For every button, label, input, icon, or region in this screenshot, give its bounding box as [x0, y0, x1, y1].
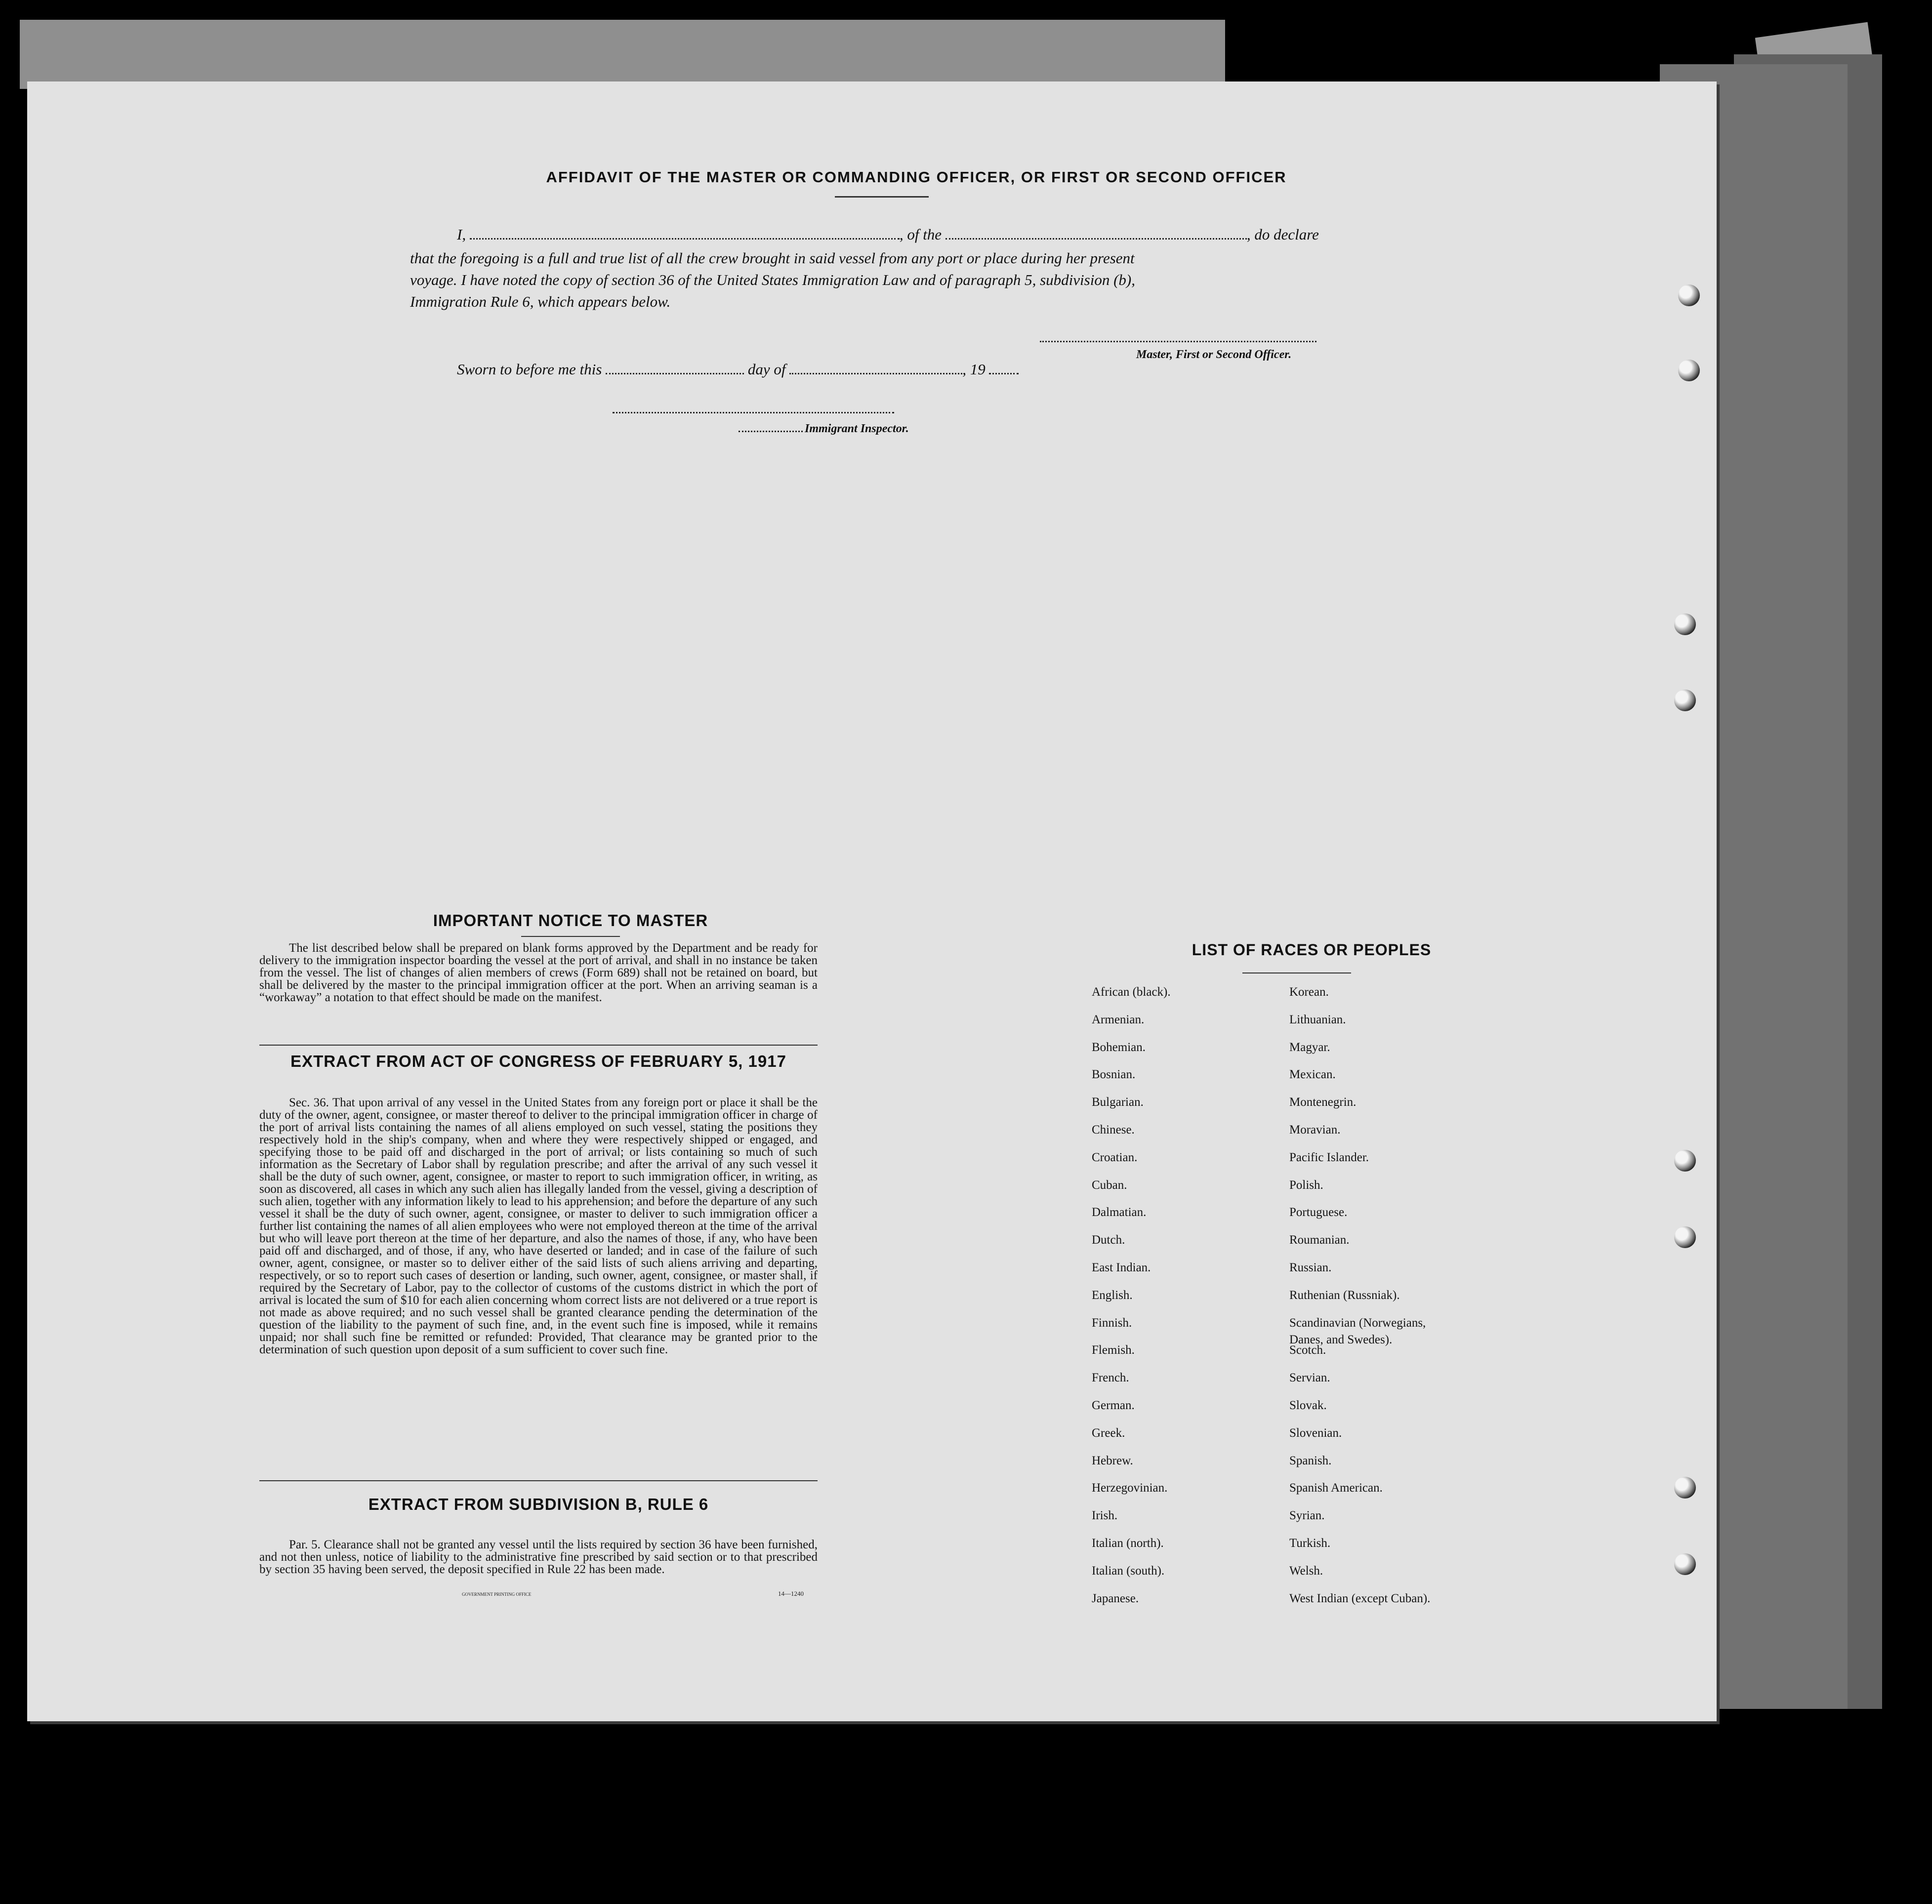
- sworn-label: Sworn to before me this: [457, 361, 602, 378]
- race-item: Italian (south).: [1092, 1564, 1165, 1578]
- sworn-month-blank[interactable]: [789, 373, 962, 374]
- race-item: Turkish.: [1289, 1537, 1331, 1550]
- race-item: Ruthenian (Russniak).: [1289, 1288, 1400, 1302]
- race-item: Italian (north).: [1092, 1537, 1164, 1550]
- race-item: Welsh.: [1289, 1564, 1323, 1578]
- affidavit-title: AFFIDAVIT OF THE MASTER OR COMMANDING OFFICER, OR FIRST OR SECOND OFFICER: [546, 168, 1287, 186]
- underlying-sheet-top: [20, 20, 1225, 89]
- race-item: Spanish.: [1289, 1454, 1332, 1467]
- race-item: Armenian.: [1092, 1013, 1145, 1026]
- i-label: I,: [457, 226, 466, 243]
- notice-separator: [259, 1045, 818, 1046]
- race-item: Flemish.: [1092, 1343, 1135, 1357]
- rule-extract-title: EXTRACT FROM SUBDIVISION B, RULE 6: [368, 1495, 709, 1513]
- inspector-caption-row: [739, 422, 909, 436]
- affidavit-line1: [457, 226, 1319, 243]
- punch-hole: [1674, 613, 1696, 635]
- race-item: Greek.: [1092, 1426, 1125, 1440]
- affidavit-line4: Immigration Rule 6, which appears below.: [410, 293, 671, 310]
- race-item: Scandinavian (Norwegians,: [1289, 1316, 1426, 1330]
- notice-rule: [521, 936, 620, 937]
- inspector-signature-line[interactable]: [613, 412, 894, 413]
- race-item: Russian.: [1289, 1261, 1332, 1274]
- sworn-line: [457, 361, 1019, 378]
- race-item: Pacific Islander.: [1289, 1150, 1369, 1164]
- inspector-lead-dots: [739, 431, 803, 432]
- sworn-year-blank[interactable]: [989, 373, 1019, 374]
- notice-title: IMPORTANT NOTICE TO MASTER: [433, 911, 708, 930]
- printer-imprint: GOVERNMENT PRINTING OFFICE: [462, 1592, 532, 1597]
- race-item: Servian.: [1289, 1371, 1330, 1385]
- punch-hole: [1678, 360, 1700, 381]
- of-the-label: , of the: [899, 226, 942, 243]
- race-item: Hebrew.: [1092, 1454, 1133, 1467]
- race-item: Chinese.: [1092, 1123, 1135, 1136]
- affidavit-line3: voyage. I have noted the copy of section 36 of the United States Immigration Law and of paragraph 5, subdivision (b),: [410, 271, 1135, 288]
- race-item: Portuguese.: [1289, 1206, 1348, 1219]
- race-item: Slovenian.: [1289, 1426, 1342, 1440]
- act-extract-text: Sec. 36. That upon arrival of any vessel in the United States from any foreign port or place it shall be the duty of the owner, agent, consignee, or master thereof to deliver to the principal immigration officer in charge of the port of arrival lists containing the names of all aliens employed on such vessel, stating the positions they respectively hold in the ship's company, when and where they were respectively shipped or engaged, and specifying those to be paid off and discharged in the port of arrival; or lists containing so much of such information as the Secretary of Labor shall by regulation prescribe; and after the arrival of any such vessel it shall be the duty of such owner, agent, consignee, or master to report to such immigration officer, in writing, as soon as discovered, all cases in which any such alien has illegally landed from the vessel, giving a description of such alien, together with any information likely to lead to his apprehension; and before the departure of any such vessel it shall be the duty of such owner, agent, consignee, or master to deliver to such immigration officer a further list containing the names of all alien employees who were not employed thereon at the time of the arrival but who will leave port thereon at the time of her departure, and also the names of those, if any, who have been paid off and discharged, and of those, if any, who have deserted or landed; and in case of the failure of such owner, agent, consignee, or master so to deliver either of the said lists of such aliens arriving and departing, respectively, or so to report such cases of desertion or landing, such owner, agent, consignee, or master shall, if required by the Secretary of Labor, pay to the collector of customs of the customs district in which the port of arrival is located the sum of $10 for each alien concerning whom correct lists are not delivered or a true report is not made as above required; and no such vessel shall be granted clearance pending the determination of the question of the liability to the payment of such fine, and, in the event such fine is imposed, while it remains unpaid; nor shall such fine be remitted or refunded: Provided, That clearance may be granted prior to the determination of such question upon deposit of a sum sufficient to cover such fine.: [259, 1096, 818, 1356]
- title-rule: [835, 196, 929, 198]
- punch-hole: [1678, 284, 1700, 306]
- race-item: Bulgarian.: [1092, 1095, 1144, 1109]
- act-separator: [259, 1480, 818, 1481]
- do-declare-label: , do declare: [1246, 226, 1319, 243]
- race-item: Polish.: [1289, 1178, 1323, 1192]
- race-item: Herzegovinian.: [1092, 1481, 1168, 1495]
- punch-hole: [1674, 1150, 1696, 1172]
- race-item: Scotch.: [1289, 1343, 1326, 1357]
- rule-extract-text: Par. 5. Clearance shall not be granted any vessel until the lists required by section 36 have been furnished, and not then unless, notice of liability to the administrative fine prescribed by said section or to that prescribed by section 35 having been served, the deposit specified in Rule 22 has been made.: [259, 1538, 818, 1576]
- form-page: [27, 81, 1717, 1721]
- inspector-caption: Immigrant Inspector.: [805, 422, 909, 435]
- race-item: Magyar.: [1289, 1040, 1330, 1054]
- name-blank[interactable]: [470, 238, 900, 240]
- race-item: Montenegrin.: [1289, 1095, 1357, 1109]
- sworn-day-blank[interactable]: [606, 373, 744, 374]
- punch-hole: [1674, 689, 1696, 711]
- notice-text: The list described below shall be prepared on blank forms approved by the Department and be ready for delivery to the immigration inspector boarding the vessel at the port of arrival, and shall in no instance be taken from the vessel. The list of changes of alien members of crews (Form 689) shall not be retained on board, but shall be delivered by the master to the principal immigration officer at the port. When an arriving seaman is a “workaway” a notation to that effect should be made on the manifest.: [259, 941, 818, 1004]
- race-item: Bohemian.: [1092, 1040, 1146, 1054]
- races-rule: [1242, 972, 1351, 973]
- act-extract-title: EXTRACT FROM ACT OF CONGRESS OF FEBRUARY 5, 1917: [290, 1052, 786, 1070]
- race-item: Croatian.: [1092, 1150, 1138, 1164]
- race-item: German.: [1092, 1399, 1135, 1412]
- race-item: Syrian.: [1289, 1509, 1325, 1523]
- race-item: Finnish.: [1092, 1316, 1132, 1330]
- race-item: Korean.: [1289, 985, 1329, 999]
- race-item: Irish.: [1092, 1509, 1118, 1523]
- race-item: French.: [1092, 1371, 1129, 1385]
- race-item: Spanish American.: [1289, 1481, 1383, 1495]
- race-item: Dutch.: [1092, 1233, 1125, 1247]
- form-number: 14—1240: [778, 1590, 804, 1597]
- race-item: Slovak.: [1289, 1399, 1327, 1412]
- master-signature-caption: Master, First or Second Officer.: [1136, 348, 1292, 361]
- race-item: East Indian.: [1092, 1261, 1151, 1274]
- affidavit-line2: that the foregoing is a full and true list of all the crew brought in said vessel from any port or place during her present: [410, 249, 1135, 267]
- punch-hole: [1674, 1553, 1696, 1575]
- race-item: Roumanian.: [1289, 1233, 1350, 1247]
- day-of-label: day of: [747, 361, 786, 378]
- race-item: Moravian.: [1289, 1123, 1341, 1136]
- master-signature-line[interactable]: [1040, 341, 1316, 342]
- race-item: Cuban.: [1092, 1178, 1127, 1192]
- punch-hole: [1674, 1226, 1696, 1248]
- race-item: Japanese.: [1092, 1591, 1139, 1605]
- race-item: African (black).: [1092, 985, 1171, 999]
- race-item: West Indian (except Cuban).: [1289, 1591, 1431, 1605]
- race-item: Dalmatian.: [1092, 1206, 1147, 1219]
- year-label: , 19: [962, 361, 986, 378]
- race-item: Bosnian.: [1092, 1068, 1136, 1082]
- race-scandinavian-cont: Danes, and Swedes).: [1289, 1333, 1393, 1346]
- race-item: Lithuanian.: [1289, 1013, 1346, 1026]
- vessel-blank[interactable]: [945, 238, 1247, 240]
- race-item: Mexican.: [1289, 1068, 1336, 1082]
- punch-hole: [1674, 1477, 1696, 1499]
- race-item: English.: [1092, 1288, 1133, 1302]
- races-title: LIST OF RACES OR PEOPLES: [1192, 941, 1432, 959]
